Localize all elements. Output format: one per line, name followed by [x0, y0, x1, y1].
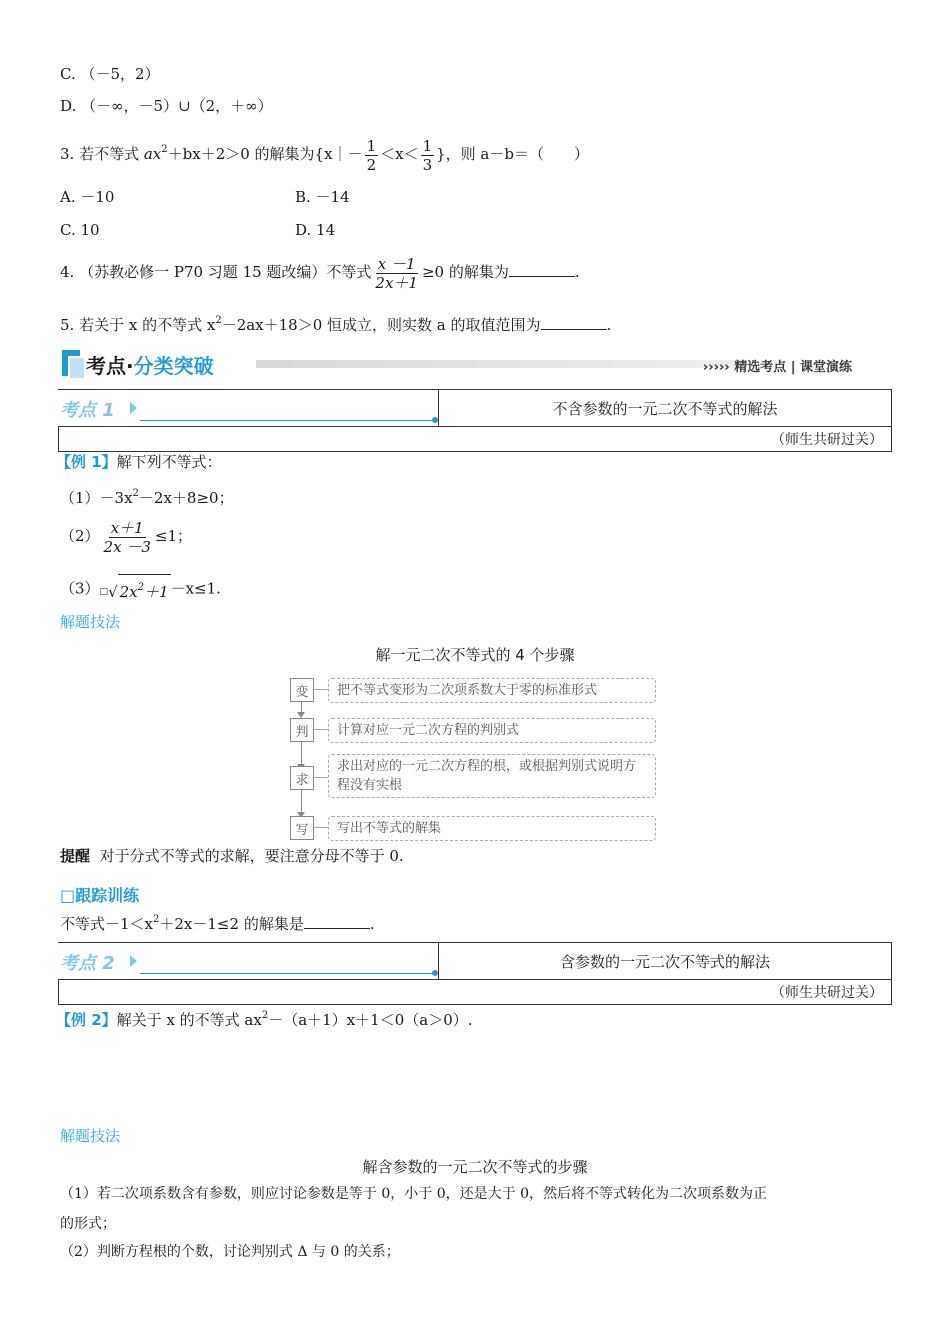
fraction-1-3: $\frac{1}{3}$ — [422, 136, 433, 174]
method-title: 解一元二次不等式的 4 个步骤 — [375, 646, 575, 664]
triangle-icon — [130, 402, 137, 414]
example-tag: 【例 1】 — [56, 453, 117, 471]
step-box: 把不等式变形为二次项系数大于零的标准形式 — [328, 678, 656, 703]
banner-title: 考点·分类突破 — [86, 354, 214, 378]
example-tag: 【例 2】 — [56, 1011, 117, 1029]
topic-title: 不含参数的一元二次不等式的解法 — [438, 390, 891, 426]
topic-title: 含参数的一元二次不等式的解法 — [438, 943, 891, 979]
question-3: 3. 若不等式 $ax^2+bx+2>0$ 的解集为{x｜－ $\frac{1}{2}$ ＜x＜ $\frac{1}{3}$ }，则 a－b＝（ ） — [60, 136, 589, 174]
step-key-solve: 求 — [290, 766, 314, 790]
example-2: 【例 2】解关于 x 的不等式 $ax^2-(a+1)x+1<0(a>0)$. — [56, 1010, 473, 1029]
q3-option-b: B. －14 — [295, 188, 350, 206]
tip: 提醒 对于分式不等式的求解，要注意分母不等于 0. — [60, 847, 404, 865]
option-c: C. （－5，2） — [60, 65, 160, 83]
tip-label: 提醒 — [60, 847, 91, 865]
topic-note: （师生共研过关） — [58, 979, 892, 1005]
step-box: 计算对应一元二次方程的判别式 — [328, 718, 656, 743]
topic-note: （师生共研过关） — [58, 426, 892, 452]
example-1: 【例 1】解下列不等式： — [56, 453, 222, 471]
banner-corner-icon — [58, 346, 86, 382]
topic-badge: 考点 2 — [60, 953, 115, 974]
method-label: 解题技法 — [60, 1127, 121, 1145]
topic-badge: 考点 1 — [60, 400, 115, 421]
example-1-item-3: （3） □ √ $2x^2+1$ －x≤1. — [60, 574, 221, 605]
topic-2-header — [58, 942, 892, 1005]
practice-label: □跟踪训练 — [60, 886, 140, 905]
example-1-item-2: （2） $\frac{x+1}{2x -3}$ ≤1； — [60, 518, 192, 556]
step-key-write: 写 — [290, 816, 314, 840]
triangle-icon — [130, 955, 137, 967]
q3-option-c: C. 10 — [60, 221, 100, 239]
fraction-1-2: $\frac{1}{2}$ — [366, 136, 377, 174]
q3-option-d: D. 14 — [295, 221, 336, 239]
method-label: 解题技法 — [60, 613, 121, 631]
method-paragraph-1-cont: 的形式； — [60, 1216, 116, 1232]
step-key-judge: 判 — [290, 718, 314, 742]
fraction-inequality: $\frac{x -1}{2x+1}$ — [375, 254, 418, 292]
answer-blank[interactable] — [304, 914, 370, 929]
question-5: 5. 若关于 x 的不等式 $x^2-2ax+18>0$ 恒成立，则实数 a 的取值范围为 . — [60, 315, 612, 334]
q3-option-a: A. －10 — [60, 188, 115, 206]
banner-right-label: ››››› 精选考点 | 课堂演练 — [702, 360, 852, 375]
step-key-transform: 变 — [290, 678, 314, 702]
option-d: D. （－∞，－5）∪（2，＋∞） — [60, 97, 273, 115]
question-4: 4. （苏教必修一 P70 习题 15 题改编）不等式 $\frac{x -1}{2x+1}$ ≥0 的解集为 . — [60, 254, 580, 292]
root-expression: □ √ $2x^2+1$ — [100, 574, 171, 605]
method-paragraph-1: （1）若二次项系数含有参数，则应讨论参数是等于 0，小于 0，还是大于 0，然后将不等式转化为二次项系数为正 — [60, 1186, 767, 1202]
topic-1-header — [58, 389, 892, 452]
answer-blank[interactable] — [509, 262, 575, 277]
answer-blank[interactable] — [541, 315, 607, 330]
banner-bar — [256, 360, 736, 368]
section-banner — [58, 346, 892, 382]
step-box: 求出对应的一元二次方程的根，或根据判别式说明方程没有实根 — [328, 754, 656, 798]
practice-question: 不等式$-1<x^2+2x-1\le 2$ 的解集是 . — [60, 914, 375, 933]
steps-flowchart — [288, 676, 660, 842]
step-box: 写出不等式的解集 — [328, 816, 656, 841]
example-1-item-1: $(1)-3x^2-2x+8\ge 0$； — [60, 488, 234, 507]
method-title: 解含参数的一元二次不等式的步骤 — [362, 1158, 588, 1176]
fraction-item-2: $\frac{x+1}{2x -3}$ — [103, 518, 151, 556]
method-paragraph-2: （2）判断方程根的个数，讨论判别式 Δ 与 0 的关系； — [60, 1244, 400, 1260]
